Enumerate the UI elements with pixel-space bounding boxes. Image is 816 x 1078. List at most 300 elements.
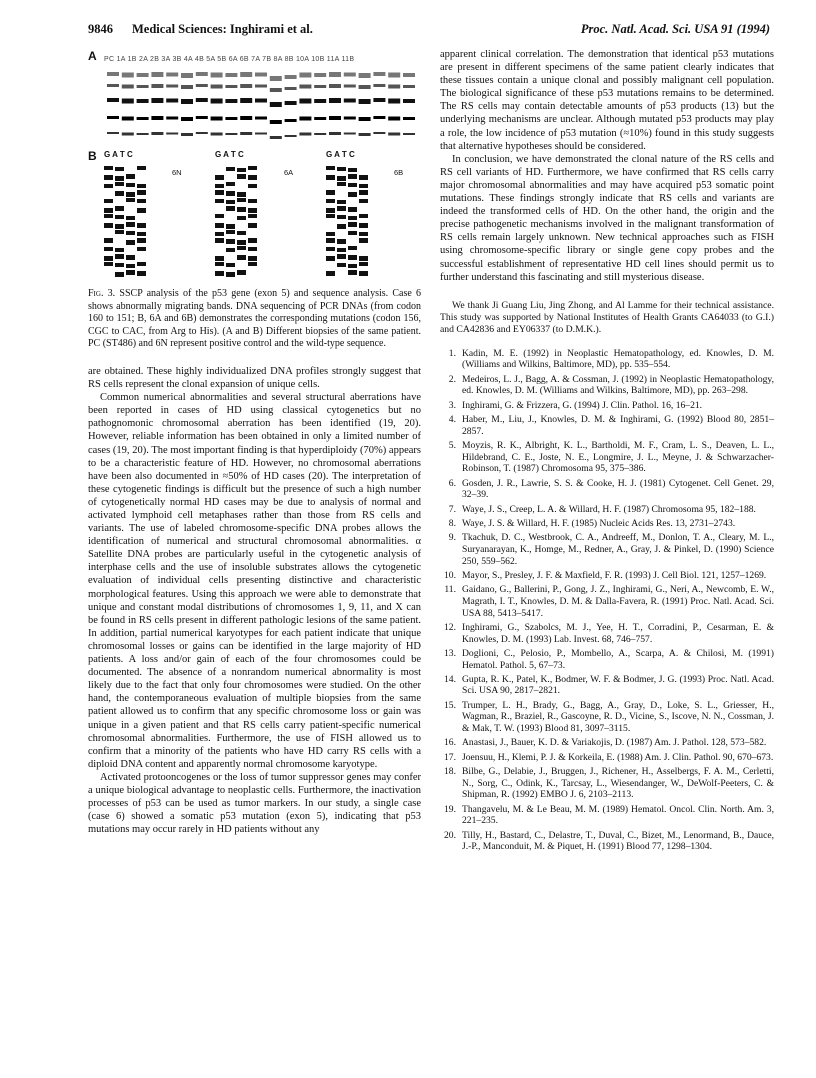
sequencing-band xyxy=(137,199,146,203)
reference-text: Thangavelu, M. & Le Beau, M. M. (1989) Hematol. Oncol. Clin. North. Am. 3, 221–235. xyxy=(462,803,774,827)
reference-text: Mayor, S., Presley, J. F. & Maxfield, F. R. (1993) J. Cell Biol. 121, 1257–1269. xyxy=(462,569,767,581)
body-paragraph: are obtained. These highly individualized DNA profiles strongly suggest that RS cells represent the clonal expansion of unique cells. xyxy=(88,365,421,391)
sequencing-band xyxy=(348,216,357,220)
sequencing-band xyxy=(359,214,368,218)
sequencing-band xyxy=(348,207,357,212)
sequencing-band xyxy=(226,263,235,267)
sequencing-band xyxy=(248,199,257,203)
gel-band xyxy=(314,73,326,77)
sequencing-band xyxy=(126,183,135,187)
gel-band xyxy=(329,84,341,88)
sequencing-band xyxy=(337,248,346,252)
sequencing-band xyxy=(248,166,257,170)
gel-band xyxy=(196,132,208,134)
sequencing-band xyxy=(337,167,346,171)
gel-band xyxy=(359,73,371,78)
sequencing-band xyxy=(126,264,135,268)
sequencing-band xyxy=(237,240,246,245)
reference-number: 16. xyxy=(444,737,456,749)
reference-text: Bilbe, G., Delabie, J., Bruggen, J., Richener, H., Asselbergs, F. A. M., Cerletti, N., Sorg, C., Odink, K., Tarcsay, L., Wiesendanger, W., DeWolf-Peeters, C. & Shipman, R. (1992) EMBO J. 6, 2103–2113. xyxy=(462,765,774,801)
sequencing-band xyxy=(215,184,224,188)
reference-item xyxy=(440,570,774,582)
reference-text: Haber, M., Liu, J., Knowles, D. M. & Inghirami, G. (1992) Blood 80, 2851–2857. xyxy=(462,413,774,437)
sequencing-band xyxy=(326,247,335,251)
sequencing-band xyxy=(104,247,113,251)
reference-item xyxy=(440,518,774,530)
gel-band xyxy=(299,73,311,78)
gel-band xyxy=(314,85,326,88)
reference-number: 19. xyxy=(444,803,456,815)
running-header xyxy=(88,22,770,40)
caption-text: SSCP analysis of the p53 gene (exon 5) and sequence analysis. Case 6 shows abnormally migrating bands. DNA sequencing of PCR DNAs (from codon 160 to 151; B, 6A and 6B) demonstrates the corresponding mutations (codon 156, CGC to CAC, from Arg to His). (A and B) Different biopsies of the same patient. PC (ST486) and 6N represent positive control and the wild-type sequence. xyxy=(88,288,422,350)
gel-band xyxy=(403,133,415,135)
gel-band xyxy=(403,73,415,77)
reference-item xyxy=(440,830,774,854)
seq-letters-1: G A T C xyxy=(104,150,133,159)
gel-band xyxy=(255,85,267,88)
reference-text: Waye, J. S. & Willard, H. F. (1985) Nucleic Acids Res. 13, 2731–2743. xyxy=(462,517,736,529)
gel-band xyxy=(107,116,119,119)
sequencing-band xyxy=(326,214,335,218)
sequencing-band xyxy=(237,270,246,275)
reference-number: 6. xyxy=(448,477,456,489)
gel-band xyxy=(151,116,163,120)
gel-band xyxy=(388,73,400,78)
reference-number: 12. xyxy=(444,621,456,633)
sequencing-band xyxy=(126,198,135,202)
figure-caption xyxy=(88,288,421,351)
gel-band xyxy=(107,72,119,76)
sequencing-band xyxy=(226,230,235,234)
body-paragraph: Activated protooncogenes or the loss of tumor suppressor genes may confer a unique biological advantage to neoplastic cells. Furthermore, the inactivation processes of p53 can be used as tumor markers. In our study, a single case (case 6) showed a somatic p53 mutation (exon 5), indicating that p53 mutations may occur rarely in HD patients without any xyxy=(88,771,421,836)
sequencing-band xyxy=(337,176,346,181)
gel-band xyxy=(285,119,297,122)
gel-band xyxy=(403,99,415,103)
gel-band xyxy=(166,73,178,77)
gel-band xyxy=(344,133,356,135)
sequencing-band xyxy=(326,232,335,236)
sequencing-band xyxy=(115,206,124,211)
reference-text: Waye, J. S., Creep, L. A. & Willard, H. F. (1987) Chromosoma 95, 182–188. xyxy=(462,503,756,515)
sequencing-band xyxy=(348,246,357,250)
reference-item xyxy=(440,504,774,516)
sequencing-band xyxy=(237,207,246,212)
sequencing-band xyxy=(326,166,335,170)
gel-band xyxy=(137,73,149,77)
gel-band xyxy=(166,133,178,135)
acknowledgment: We thank Ji Guang Liu, Jing Zhong, and Al Lamme for their technical assistance. This study was supported by National Institutes of Health Grants CA64033 (to G.I.) and CA42836 and EY06337 (to D.M.K.). xyxy=(440,299,774,335)
sequencing-band xyxy=(326,190,335,195)
sequencing-band xyxy=(326,208,335,213)
sequencing-band xyxy=(226,272,235,277)
reference-item xyxy=(440,478,774,502)
sequencing-band xyxy=(359,232,368,236)
sequencing-band xyxy=(359,256,368,261)
gel-band xyxy=(314,117,326,120)
sequencing-band xyxy=(337,215,346,219)
gel-band xyxy=(151,132,163,135)
gel-band xyxy=(344,85,356,88)
gel-band xyxy=(151,72,163,77)
gel-band xyxy=(225,99,237,103)
sequencing-band xyxy=(337,254,346,259)
sequencing-band xyxy=(115,248,124,252)
gel-band xyxy=(285,87,297,90)
sequencing-band xyxy=(215,199,224,203)
sequencing-band xyxy=(359,175,368,180)
sequencing-band xyxy=(126,231,135,235)
gel-band xyxy=(196,98,208,102)
gel-band xyxy=(359,99,371,104)
gel-band xyxy=(359,117,371,121)
sequencing-band xyxy=(137,271,146,276)
sequencing-band xyxy=(359,190,368,195)
sequencing-band xyxy=(326,256,335,261)
sequencing-band xyxy=(226,239,235,244)
figure-3 xyxy=(88,48,421,282)
gel-band xyxy=(225,85,237,88)
sequencing-band xyxy=(126,240,135,245)
sequencing-band xyxy=(215,271,224,276)
gel-band xyxy=(388,117,400,121)
sequencing-band xyxy=(137,262,146,266)
reference-text: Tilly, H., Bastard, C., Delastre, T., Duval, C., Bizet, M., Lenormand, B., Dauce, J.-P., Manconduit, M. & Piquet, H. (1991) Blood 77, 1298–1304. xyxy=(462,829,774,853)
sequencing-band xyxy=(237,198,246,202)
lane-labels: PC 1A 1B 2A 2B 3A 3B 4A 4B 5A 5B 6A 6B 7A 7B 8A 8B 10A 10B 11A 11B xyxy=(104,56,355,63)
sequencing-band xyxy=(115,167,124,171)
sequencing-band xyxy=(137,238,146,243)
sequencing-band xyxy=(359,262,368,266)
gel-band xyxy=(240,98,252,103)
reference-text: Inghirami, G., Szabolcs, M. J., Yee, H. T., Corradini, P., Cesarman, E. & Knowles, D. M. (1993) Lab. Invest. 68, 746–757. xyxy=(462,621,774,645)
gel-band xyxy=(373,84,385,87)
reference-number: 13. xyxy=(444,647,456,659)
sequencing-band xyxy=(359,199,368,203)
reference-number: 14. xyxy=(444,673,456,685)
sequencing-band xyxy=(248,214,257,218)
reference-item xyxy=(440,752,774,764)
sequencing-band xyxy=(104,175,113,180)
sequencing-band xyxy=(359,223,368,228)
gel-band xyxy=(137,117,149,120)
reference-number: 3. xyxy=(448,399,456,411)
sequencing-band xyxy=(226,248,235,252)
gel-band xyxy=(122,133,134,136)
reference-item xyxy=(440,532,774,567)
sequencing-band xyxy=(104,256,113,261)
sequencing-band xyxy=(226,191,235,196)
gel-band xyxy=(373,98,385,102)
reference-number: 7. xyxy=(448,503,456,515)
sequencing-band xyxy=(237,231,246,235)
gel-band xyxy=(137,99,149,103)
sequencing-band xyxy=(359,238,368,243)
gel-band xyxy=(255,99,267,103)
body-paragraph: In conclusion, we have demonstrated the clonal nature of the RS cells and RS cell variants of HD. Furthermore, we have confirmed that RS cells carry major chromosomal abnormalities and may have acquired p53 somatic point mutations. These findings strongly indicate that RS cells and variants are indeed the transformed cells of HD. On the other hand, the origin and the precise pathogenetic mechanisms involved in the malignant transformation of RS cells remain largely unknown. New technical approaches such as FISH using chromosome-specific library or single gene copy probes and the successful establishment of representative HD cell lines should permit us to further understand this fascinating and still mysterious disease. xyxy=(440,153,774,283)
sequencing-band xyxy=(115,224,124,229)
sequencing-band xyxy=(115,263,124,267)
gel-band xyxy=(255,117,267,120)
gel-band xyxy=(285,135,297,137)
sequencing-band xyxy=(115,230,124,234)
reference-text: Gupta, R. K., Patel, K., Bodmer, W. F. & Bodmer, J. G. (1993) Proc. Natl. Acad. Sci. USA 90, 2817–2821. xyxy=(462,673,774,697)
seq-tag-6n: 6N xyxy=(172,168,182,177)
gel-band xyxy=(329,72,341,77)
sequencing-band xyxy=(248,184,257,188)
gel-band xyxy=(388,85,400,89)
gel-band xyxy=(196,72,208,76)
sequencing-band xyxy=(104,199,113,203)
gel-band xyxy=(270,136,282,139)
sequencing-band xyxy=(237,216,246,220)
gel-band xyxy=(166,85,178,88)
sequencing-band xyxy=(137,223,146,228)
gel-band xyxy=(211,85,223,89)
reference-number: 2. xyxy=(448,373,456,385)
reference-item xyxy=(440,804,774,828)
gel-band xyxy=(225,117,237,120)
reference-item xyxy=(440,440,774,475)
reference-item xyxy=(440,374,774,398)
reference-text: Tkachuk, D. C., Westbrook, C. A., Andreeff, M., Donlon, T. A., Cleary, M. L., Suryanarayan, K., Homge, M., Redner, A., Gray, J. & Pinkel, D. (1990) Science 250, 559–562. xyxy=(462,531,774,567)
sequencing-band xyxy=(237,246,246,250)
sequencing-band xyxy=(337,263,346,267)
sequencing-band xyxy=(237,174,246,179)
gel-band xyxy=(137,133,149,135)
sequencing-band xyxy=(137,166,146,170)
sequencing-band xyxy=(359,271,368,276)
reference-text: Gosden, J. R., Lawrie, S. S. & Cooke, H. J. (1981) Cytogenet. Cell Genet. 29, 32–39. xyxy=(462,477,774,501)
sequencing-band xyxy=(104,262,113,266)
page-number: 9846 xyxy=(88,22,113,36)
gel-band xyxy=(196,116,208,119)
sequencing-band xyxy=(348,174,357,179)
sequencing-band xyxy=(348,192,357,197)
gel-band xyxy=(373,116,385,119)
gel-band xyxy=(240,116,252,120)
sequencing-band xyxy=(348,255,357,260)
sequencing-band xyxy=(137,232,146,236)
journal-citation: Proc. Natl. Acad. Sci. USA 91 (1994) xyxy=(580,22,770,36)
sequencing-band xyxy=(248,223,257,228)
sequencing-band xyxy=(215,232,224,236)
sequencing-band xyxy=(237,255,246,260)
gel-band xyxy=(166,117,178,120)
sequencing-band xyxy=(215,190,224,195)
reference-number: 10. xyxy=(444,569,456,581)
gel-band xyxy=(388,99,400,104)
sequencing-band xyxy=(215,256,224,261)
sequencing-band xyxy=(226,224,235,229)
gel-band xyxy=(255,73,267,77)
reference-number: 11. xyxy=(444,583,456,595)
sequencing-band xyxy=(237,192,246,197)
gel-band xyxy=(270,120,282,124)
gel-band xyxy=(211,73,223,78)
gel-band xyxy=(107,84,119,87)
reference-number: 20. xyxy=(444,829,456,841)
sequencing-band xyxy=(215,175,224,180)
sequencing-band xyxy=(115,182,124,186)
seq-letters-2: G A T C xyxy=(215,150,244,159)
reference-text: Anastasi, J., Bauer, K. D. & Variakojis, D. (1987) Am. J. Pathol. 128, 573–582. xyxy=(462,737,767,749)
reference-item xyxy=(440,400,774,412)
panel-a-label: A xyxy=(88,49,97,63)
gel-band xyxy=(240,72,252,77)
gel-band xyxy=(270,102,282,107)
gel-band xyxy=(181,73,193,78)
seq-tag-6b: 6B xyxy=(394,168,404,177)
gel-band xyxy=(181,117,193,121)
panel-b-label: B xyxy=(88,149,97,163)
reference-number: 1. xyxy=(448,347,456,359)
sequencing-band xyxy=(337,200,346,204)
sequencing-band xyxy=(126,270,135,275)
section-title: Medical Sciences: Inghirami et al. xyxy=(132,22,313,36)
sequencing-band xyxy=(348,183,357,187)
gel-band xyxy=(299,133,311,136)
sequencing-band xyxy=(115,215,124,219)
sequencing-band xyxy=(137,247,146,251)
caption-label: Fig. 3. xyxy=(88,288,116,299)
sequencing-band xyxy=(104,208,113,213)
sequencing-band xyxy=(248,175,257,180)
sequencing-band xyxy=(326,271,335,276)
gel-band xyxy=(270,88,282,92)
gel-band xyxy=(151,98,163,103)
reference-text: Moyzis, R. K., Albright, K. L., Bartholdi, M. F., Cram, L. S., Deaven, L. L., Hildebrand, C. E., Joste, N. E., Longmire, J. L., Meyne, J. & Schwarzacher-Robinson, T. (1987) Chromosoma 95, 375–386. xyxy=(462,439,774,475)
gel-band xyxy=(314,99,326,103)
sequencing-band xyxy=(348,222,357,227)
gel-band xyxy=(373,132,385,134)
reference-text: Kadin, M. E. (1992) in Neoplastic Hematopathology, ed. Knowles, D. M. (Williams and Wilkins, Baltimore, MD), pp. 535–554. xyxy=(462,347,774,371)
sequencing-band xyxy=(104,214,113,218)
sequencing-band xyxy=(104,223,113,228)
right-column xyxy=(440,48,774,856)
gel-band xyxy=(181,133,193,136)
gel-band xyxy=(107,132,119,134)
gel-band xyxy=(196,84,208,87)
sequencing-band xyxy=(215,214,224,218)
gel-band xyxy=(240,84,252,88)
gel-band xyxy=(344,117,356,120)
gel-band xyxy=(373,72,385,76)
sequencing-band xyxy=(215,223,224,228)
reference-item xyxy=(440,674,774,698)
sequencing-band xyxy=(348,231,357,235)
sequencing-band xyxy=(359,184,368,188)
reference-number: 15. xyxy=(444,699,456,711)
sequencing-band xyxy=(215,262,224,266)
sequencing-band xyxy=(348,270,357,275)
sequencing-band xyxy=(115,191,124,196)
sequencing-band xyxy=(115,176,124,181)
reference-number: 9. xyxy=(448,531,456,543)
gel-band xyxy=(270,76,282,81)
reference-item xyxy=(440,584,774,619)
sequencing-band xyxy=(137,184,146,188)
left-column xyxy=(88,48,421,836)
sequencing-gel-image xyxy=(102,160,421,280)
gel-band xyxy=(329,98,341,103)
gel-band xyxy=(403,85,415,88)
body-paragraph: apparent clinical correlation. The demonstration that identical p53 mutations are present in different specimens of the same patient clearly indicates that these tissues contain a unique clonal and possibly malignant cell population. The biological significance of these p53 mutations remains to be determined. The RS cells may contain detectable amounts of p53 products (13) but the underlying mechanisms are unclear. Although mutated p53 products may play a role, the low incidence of p53 mutation (≈10%) found in this study suggests that alternative hypotheses should be considered. xyxy=(440,49,774,152)
gel-band xyxy=(211,133,223,136)
gel-band xyxy=(225,133,237,135)
gel-band xyxy=(329,132,341,135)
gel-band xyxy=(329,116,341,120)
gel-band xyxy=(359,85,371,89)
reference-number: 18. xyxy=(444,765,456,777)
gel-band xyxy=(225,73,237,77)
sequencing-band xyxy=(248,238,257,243)
gel-band xyxy=(211,117,223,121)
reference-text: Joensuu, H., Klemi, P. J. & Korkeila, E. (1988) Am. J. Clin. Pathol. 90, 670–673. xyxy=(462,751,774,763)
gel-band xyxy=(344,99,356,103)
sequencing-band xyxy=(326,175,335,180)
reference-item xyxy=(440,648,774,672)
body-paragraph: Common numerical abnormalities and several structural aberrations have been reported in cases of HD using classical cytogenetics but no pathognomonic chromosomal aberration has been identified (19, 20). However, reliable information has been obtained in only a limited number of cases (19, 20). The most important finding is that hyperdiploidy (70%) appears to be a characteristic feature of HD. However, no chromosomal aberrations have been also documented in ≈50% of HD cases (20). The interpretation of these cytogenetic findings is difficult but the presence of such a high number of cytogenetically normal HD cases may be due to analysis of normal and activated lymphoid cell metaphases rather than those from RS cells and variants. The use of labeled chromosome-specific DNA probes allows the identification of numerical and structural chromosomal abnormalities. α Satellite DNA probes are particularly useful in the cytogenetic analysis of interphase cells and the use of insoluble substrates allows the cytogenetic evaluation of individual cells presenting distinctive and characteristic morphological features. Using this approach we were able to demonstrate that unique and constant modal distributions of chromosomes 1, 9, 11, and X can be found in RS cells present in different pathologic lesions of the same patient. In addition, partial numerical karyotypes for each patient indicate that unique chromosomal losses or gains can be identified in the large majority of HD patients. A loss and/or gain of each of the four chromosomes could be documented. The absence of a nonrandom numerical abnormality is most likely due to the fact that only four chromosomes were studied. On the other hand, the contemporaneous evaluation of multiple biopsies from the same patient allowed us to confirm that any specific chromosome loss or gain was unique in a given patient and that RS cells carry patient-specific numerical chromosomal abnormalities. Furthermore, the use of FISH allowed us to confirm that a minority of the patients who have HD carry RS cells with a diploid DNA content and apparently normal chromosome karyotype. xyxy=(88,392,421,770)
gel-band xyxy=(240,132,252,135)
sequencing-band xyxy=(226,182,235,186)
reference-number: 8. xyxy=(448,517,456,529)
sequencing-band xyxy=(215,238,224,243)
reference-number: 17. xyxy=(444,751,456,763)
sequencing-band xyxy=(137,190,146,195)
sequencing-band xyxy=(348,168,357,172)
gel-band xyxy=(181,85,193,89)
reference-item xyxy=(440,622,774,646)
sequencing-band xyxy=(248,208,257,213)
sequencing-band xyxy=(337,206,346,211)
gel-band xyxy=(107,98,119,102)
sequencing-band xyxy=(126,255,135,260)
sequencing-band xyxy=(104,184,113,188)
reference-item xyxy=(440,766,774,801)
reference-text: Inghirami, G. & Frizzera, G. (1994) J. Clin. Pathol. 16, 16–21. xyxy=(462,399,703,411)
sscp-gel-image xyxy=(104,64,419,144)
sequencing-band xyxy=(115,254,124,259)
sequencing-band xyxy=(337,182,346,186)
gel-band xyxy=(211,99,223,104)
sequencing-band xyxy=(337,239,346,244)
gel-band xyxy=(181,99,193,104)
reference-list xyxy=(440,348,774,854)
sequencing-band xyxy=(337,224,346,229)
gel-band xyxy=(344,73,356,77)
sequencing-band xyxy=(126,192,135,197)
gel-band xyxy=(299,85,311,89)
sequencing-band xyxy=(248,256,257,261)
reference-text: Gaidano, G., Ballerini, P., Gong, J. Z., Inghirami, G., Neri, A., Newcomb, E. W., Magrath, I. T., Knowles, D. M. & Dalla-Favera, R. (1991) Proc. Natl. Acad. Sci. USA 88, 5413–5417. xyxy=(462,583,774,619)
sequencing-band xyxy=(348,264,357,268)
reference-item xyxy=(440,700,774,735)
sequencing-band xyxy=(126,216,135,220)
sequencing-band xyxy=(326,238,335,243)
gel-band xyxy=(122,73,134,78)
sequencing-band xyxy=(104,166,113,170)
sequencing-band xyxy=(226,206,235,211)
sequencing-band xyxy=(137,208,146,213)
seq-tag-6a: 6A xyxy=(284,168,294,177)
sequencing-band xyxy=(226,167,235,171)
gel-band xyxy=(151,84,163,88)
gel-band xyxy=(299,99,311,104)
gel-band xyxy=(255,133,267,135)
gel-band xyxy=(285,101,297,105)
gel-band xyxy=(166,99,178,103)
sequencing-band xyxy=(115,272,124,277)
